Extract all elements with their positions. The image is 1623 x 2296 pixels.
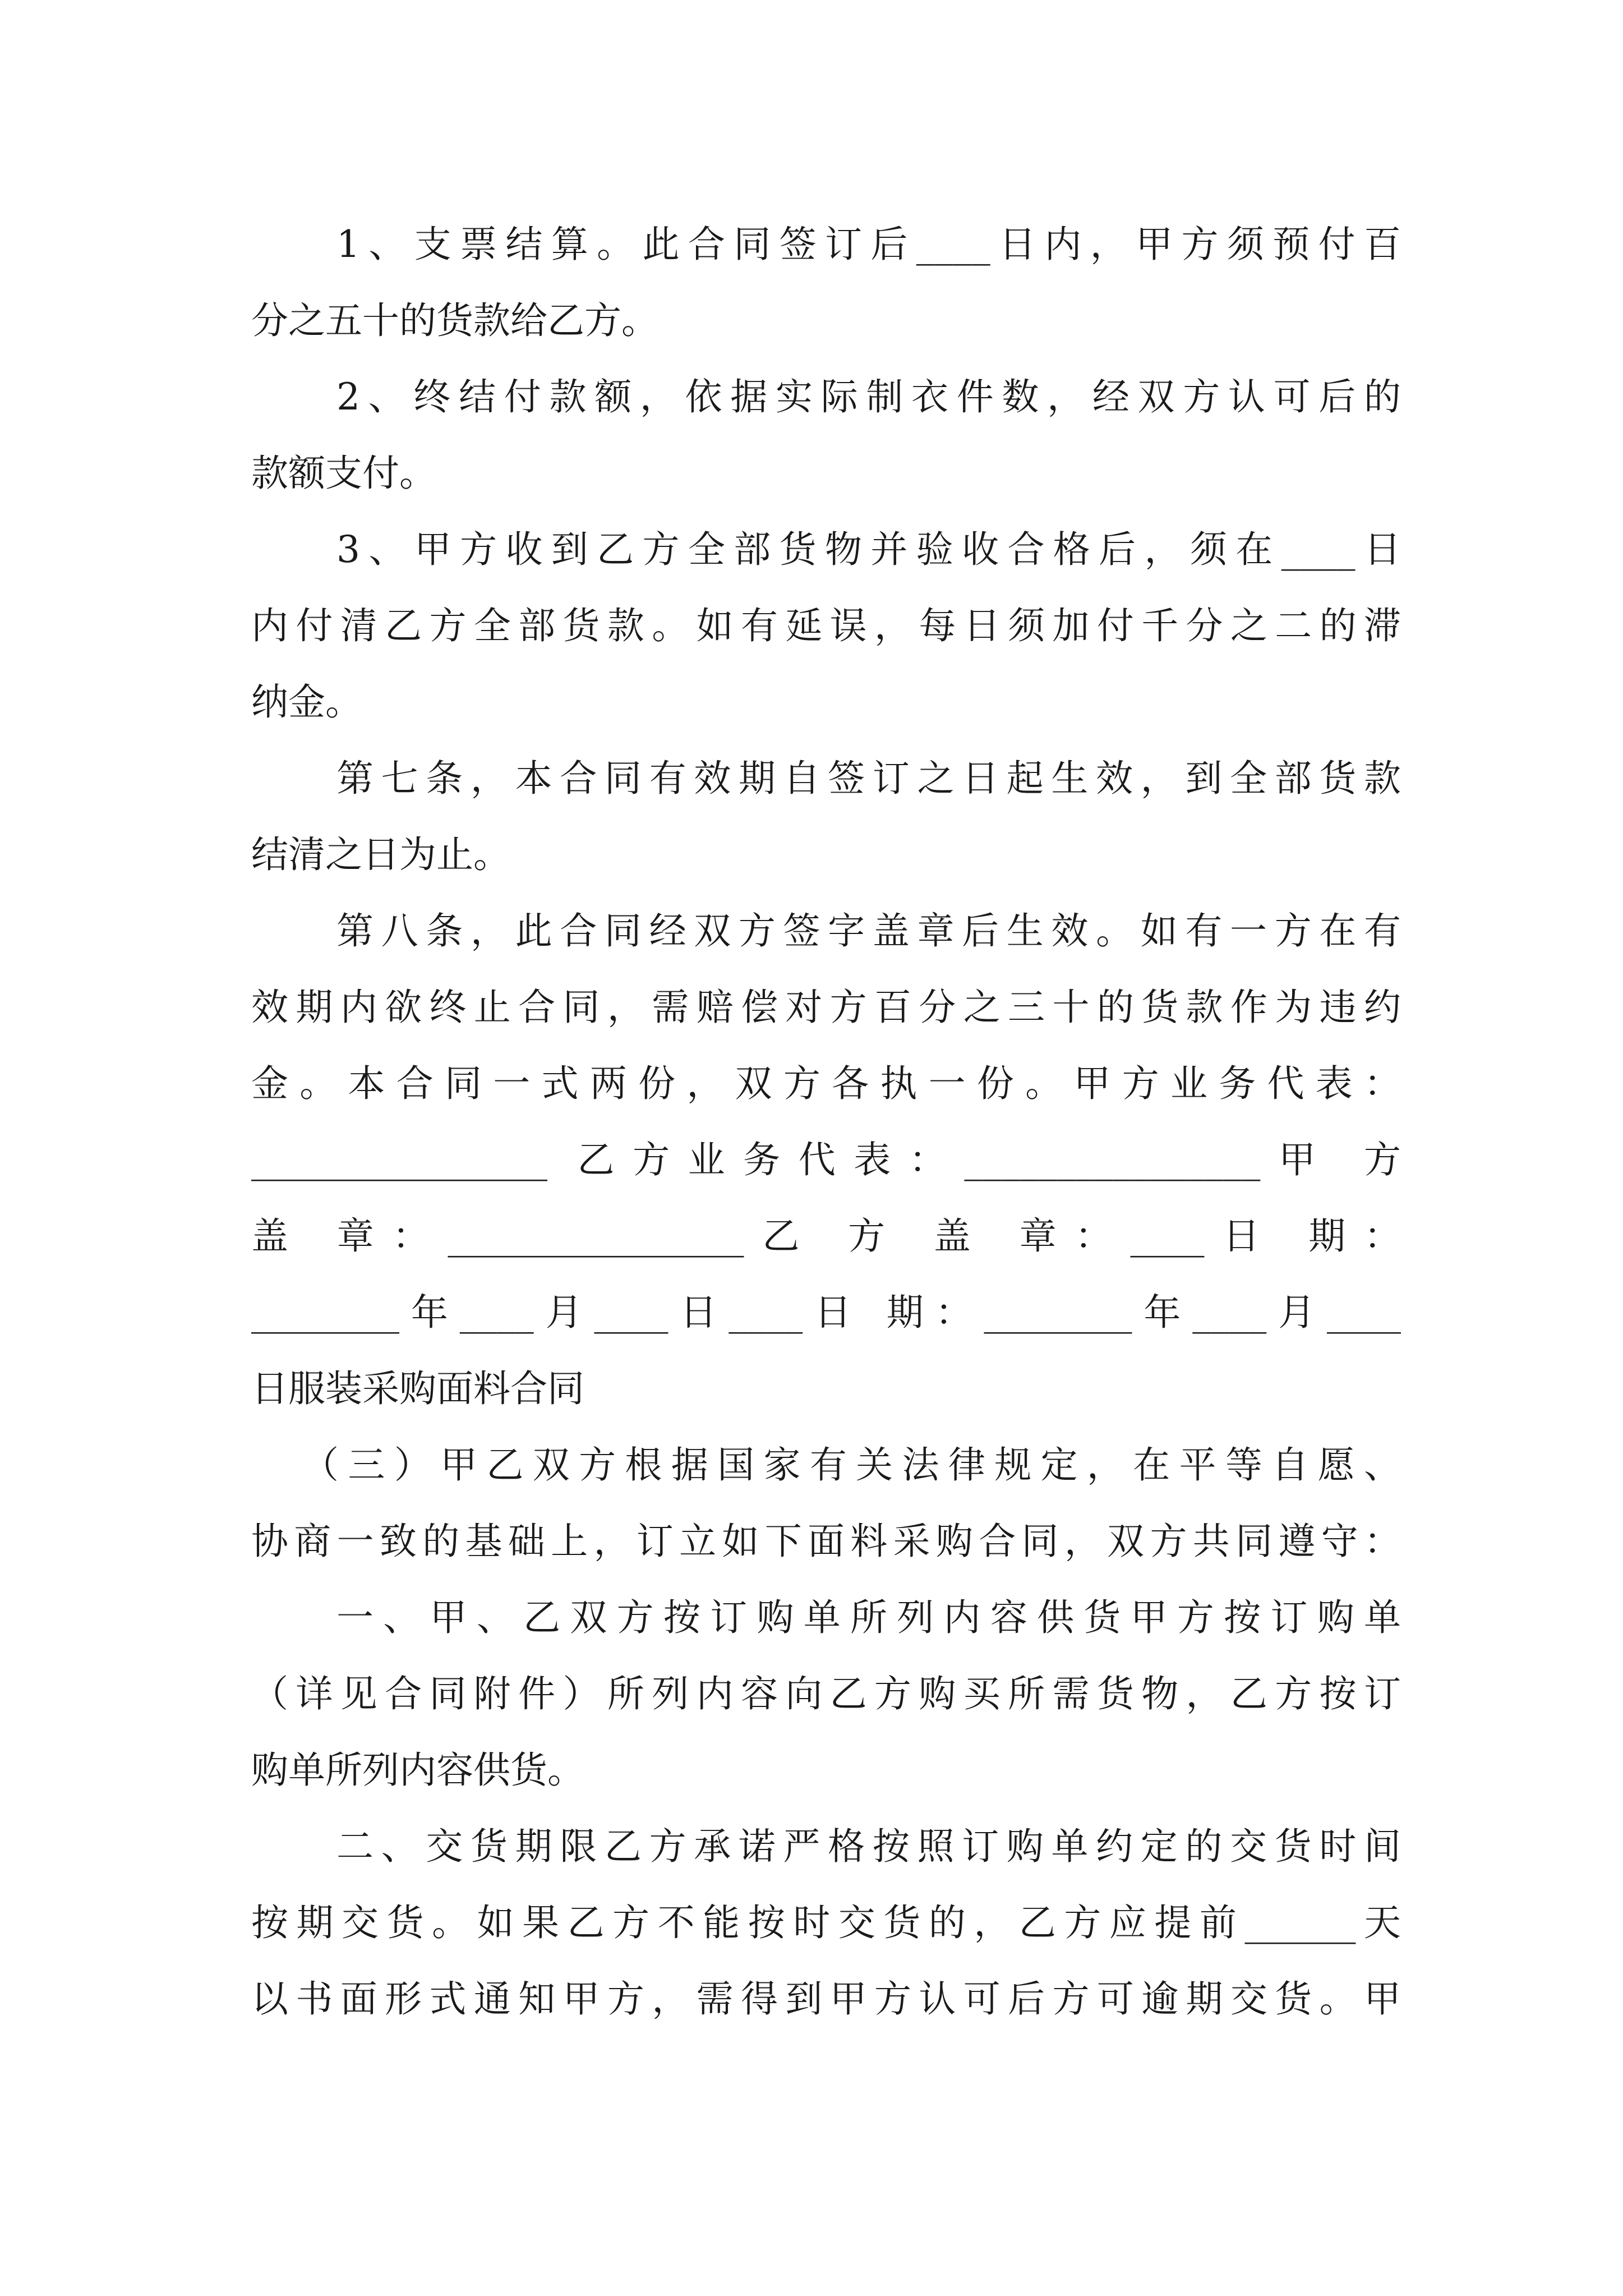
text-line: 款额支付。 [251, 452, 436, 495]
text-line: 分之五十的货款给乙方。 [251, 299, 658, 342]
text-line: 3、甲方收到乙方全部货物并验收合格后，须在____日 [336, 528, 1401, 571]
text-line: 购单所列内容供货。 [251, 1749, 584, 1792]
text-line: 效期内欲终止合同，需赔偿对方百分之三十的货款作为违约 [251, 986, 1401, 1029]
signature-line: ________________ 乙方业务代表：________________甲 方 [251, 1138, 1401, 1181]
seal-line: 盖 章：________________乙 方 盖 章：____日 期： [251, 1214, 1401, 1258]
text-line: 以书面形式通知甲方，需得到甲方认可后方可逾期交货。甲 [251, 1977, 1401, 2021]
text-line: 一、甲、乙双方按订购单所列内容供货甲方按订购单 [336, 1596, 1401, 1639]
date-line: ________年____月____日____日 期：________年____月____ [251, 1291, 1401, 1334]
text-line: 第八条，此合同经双方签字盖章后生效。如有一方在有 [336, 909, 1401, 953]
text-line: 金。本合同一式两份，双方各执一份。甲方业务代表： [251, 1062, 1401, 1105]
text-line: 2、终结付款额，依据实际制衣件数，经双方认可后的 [336, 375, 1401, 418]
text-line: 第七条，本合同有效期自签订之日起生效，到全部货款 [336, 757, 1401, 800]
text-line: （详见合同附件）所列内容向乙方购买所需货物，乙方按订 [251, 1672, 1401, 1715]
text-line: 协商一致的基础上，订立如下面料采购合同，双方共同遵守： [251, 1520, 1401, 1563]
section-title: 日服装采购面料合同 [251, 1367, 584, 1410]
text-line: 按期交货。如果乙方不能按时交货的，乙方应提前______天 [251, 1901, 1401, 1944]
text-line: 1、支票结算。此合同签订后____日内，甲方须预付百 [336, 223, 1401, 266]
text-line: 结清之日为止。 [251, 833, 510, 876]
text-line: 纳金。 [251, 680, 362, 724]
text-line: 内付清乙方全部货款。如有延误，每日须加付千分之二的滞 [251, 604, 1401, 647]
text-line: 二、交货期限乙方承诺严格按照订购单约定的交货时间 [336, 1825, 1401, 1868]
text-line: （三）甲乙双方根据国家有关法律规定，在平等自愿、 [302, 1443, 1401, 1487]
